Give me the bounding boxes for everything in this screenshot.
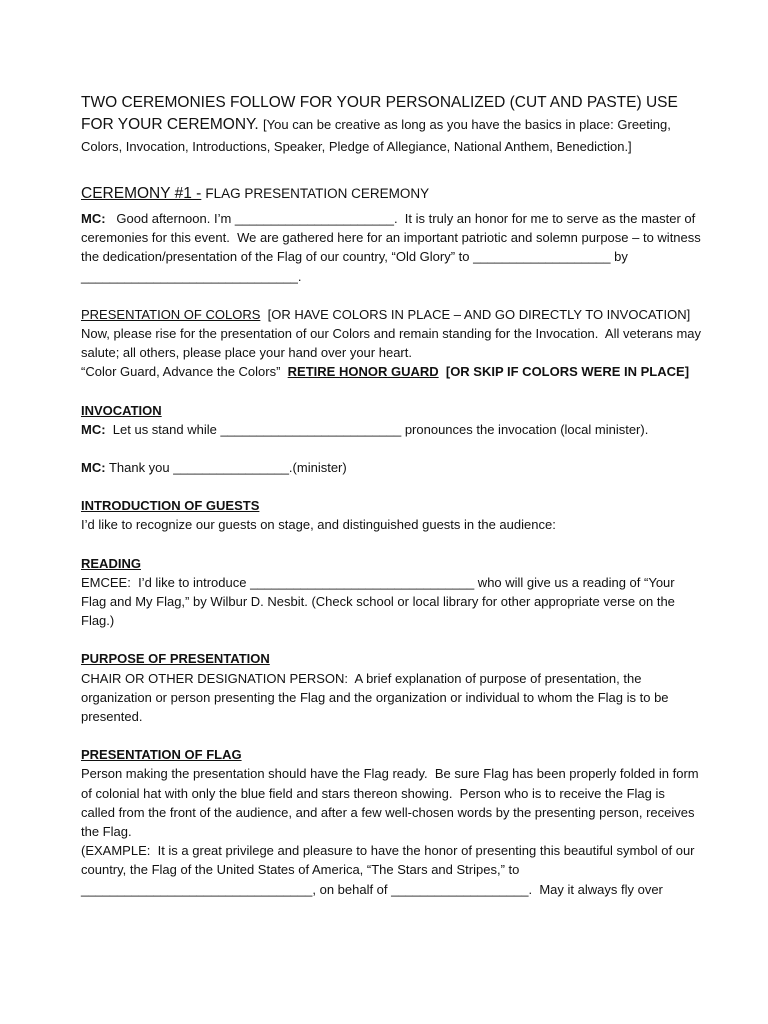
invocation-heading: INVOCATION — [81, 402, 162, 418]
colors-quote-line — [81, 362, 701, 381]
colors-heading: PRESENTATION OF COLORS — [81, 306, 261, 322]
retire-honor-guard: RETIRE HONOR GUARD — [287, 364, 439, 380]
mc-intro-paragraph — [81, 209, 705, 286]
presentation-text: Person making the presentation should have the Flag ready. Be sure Flag has been properly folded in form of colonial hat with only the blue field and stars thereon showing. Person who is to receive the Flag is called from the front of the audience, and after a few well-chosen words by the presenting person, receives the Flag. — [81, 766, 703, 840]
guests-heading: INTRODUCTION OF GUESTS — [81, 498, 260, 514]
mc-intro-text-2: We are gathered here for an important patriotic and solemn purpose – to witness the dedication/presentation of the Flag of our country, “Old Glory” to ___________________ by ______________________________. — [81, 230, 705, 284]
presentation-example: (EXAMPLE: It is a great privilege and pleasure to have the honor of presenting this beautiful symbol of our country, the Flag of the United States of America, “The Stars and Stripes,” to ________________________________, on behalf of ___________________. May it always fly over — [81, 843, 699, 897]
invocation-line — [81, 420, 701, 439]
intro-paragraph — [81, 92, 701, 158]
mc-intro-text: Good afternoon. I’m ______________________. It is truly an honor for me to serve as the master of ceremonies for this event. — [81, 211, 699, 246]
intro-note: [You can be creative as long as you have the basics in place: Greeting, Colors, Invocation, Introductions, Speaker, Pledge of Allegiance, National Anthem, Benediction.] — [81, 117, 671, 154]
reading-text: EMCEE: I’d like to introduce _______________________________ who will give us a reading of “Your Flag and My Flag,” by Wilbur D. Nesbit. (Check school or local library for other appropriate verse on the Flag.) — [81, 574, 679, 629]
mc-label: MC: — [81, 421, 106, 437]
ceremony-heading — [81, 183, 701, 205]
guests-text: I’d like to recognize our guests on stage, and distinguished guests in the audience: — [81, 517, 556, 533]
thank-you-text: Thank you ________________.(minister) — [108, 460, 347, 476]
presentation-heading: PRESENTATION OF FLAG — [81, 747, 242, 763]
purpose-heading: PURPOSE OF PRESENTATION — [81, 651, 270, 667]
thank-you-line — [81, 458, 701, 477]
reading-heading: READING — [81, 555, 141, 571]
ceremony-title: FLAG PRESENTATION CEREMONY — [205, 186, 430, 201]
ceremony-label: CEREMONY #1 - — [81, 185, 202, 202]
intro-heading: TWO CEREMONIES FOLLOW FOR YOUR PERSONALIZED (CUT AND PASTE) USE FOR YOUR CEREMONY. — [81, 94, 678, 133]
document-page — [81, 92, 705, 899]
purpose-text: CHAIR OR OTHER DESIGNATION PERSON: A brief explanation of purpose of presentation, the organization or person presenting the Flag and the organization or individual to whom the Flag is to be presented. — [81, 670, 673, 725]
colors-skip: [OR SKIP IF COLORS WERE IN PLACE] — [445, 364, 690, 380]
colors-text: Now, please rise for the presentation of our Colors and remain standing for the Invocation. All veterans may salute; all others, please place your hand over your heart. — [81, 326, 705, 361]
mc-label: MC: — [81, 460, 106, 476]
colors-quote: “Color Guard, Advance the Colors” — [81, 364, 281, 380]
colors-heading-line — [81, 305, 701, 324]
mc-label: MC: — [81, 211, 106, 226]
invocation-text: Let us stand while _________________________ pronounces the invocation (local minister). — [112, 421, 649, 437]
colors-bracket: [OR HAVE COLORS IN PLACE – AND GO DIRECTLY TO INVOCATION] — [267, 306, 691, 322]
